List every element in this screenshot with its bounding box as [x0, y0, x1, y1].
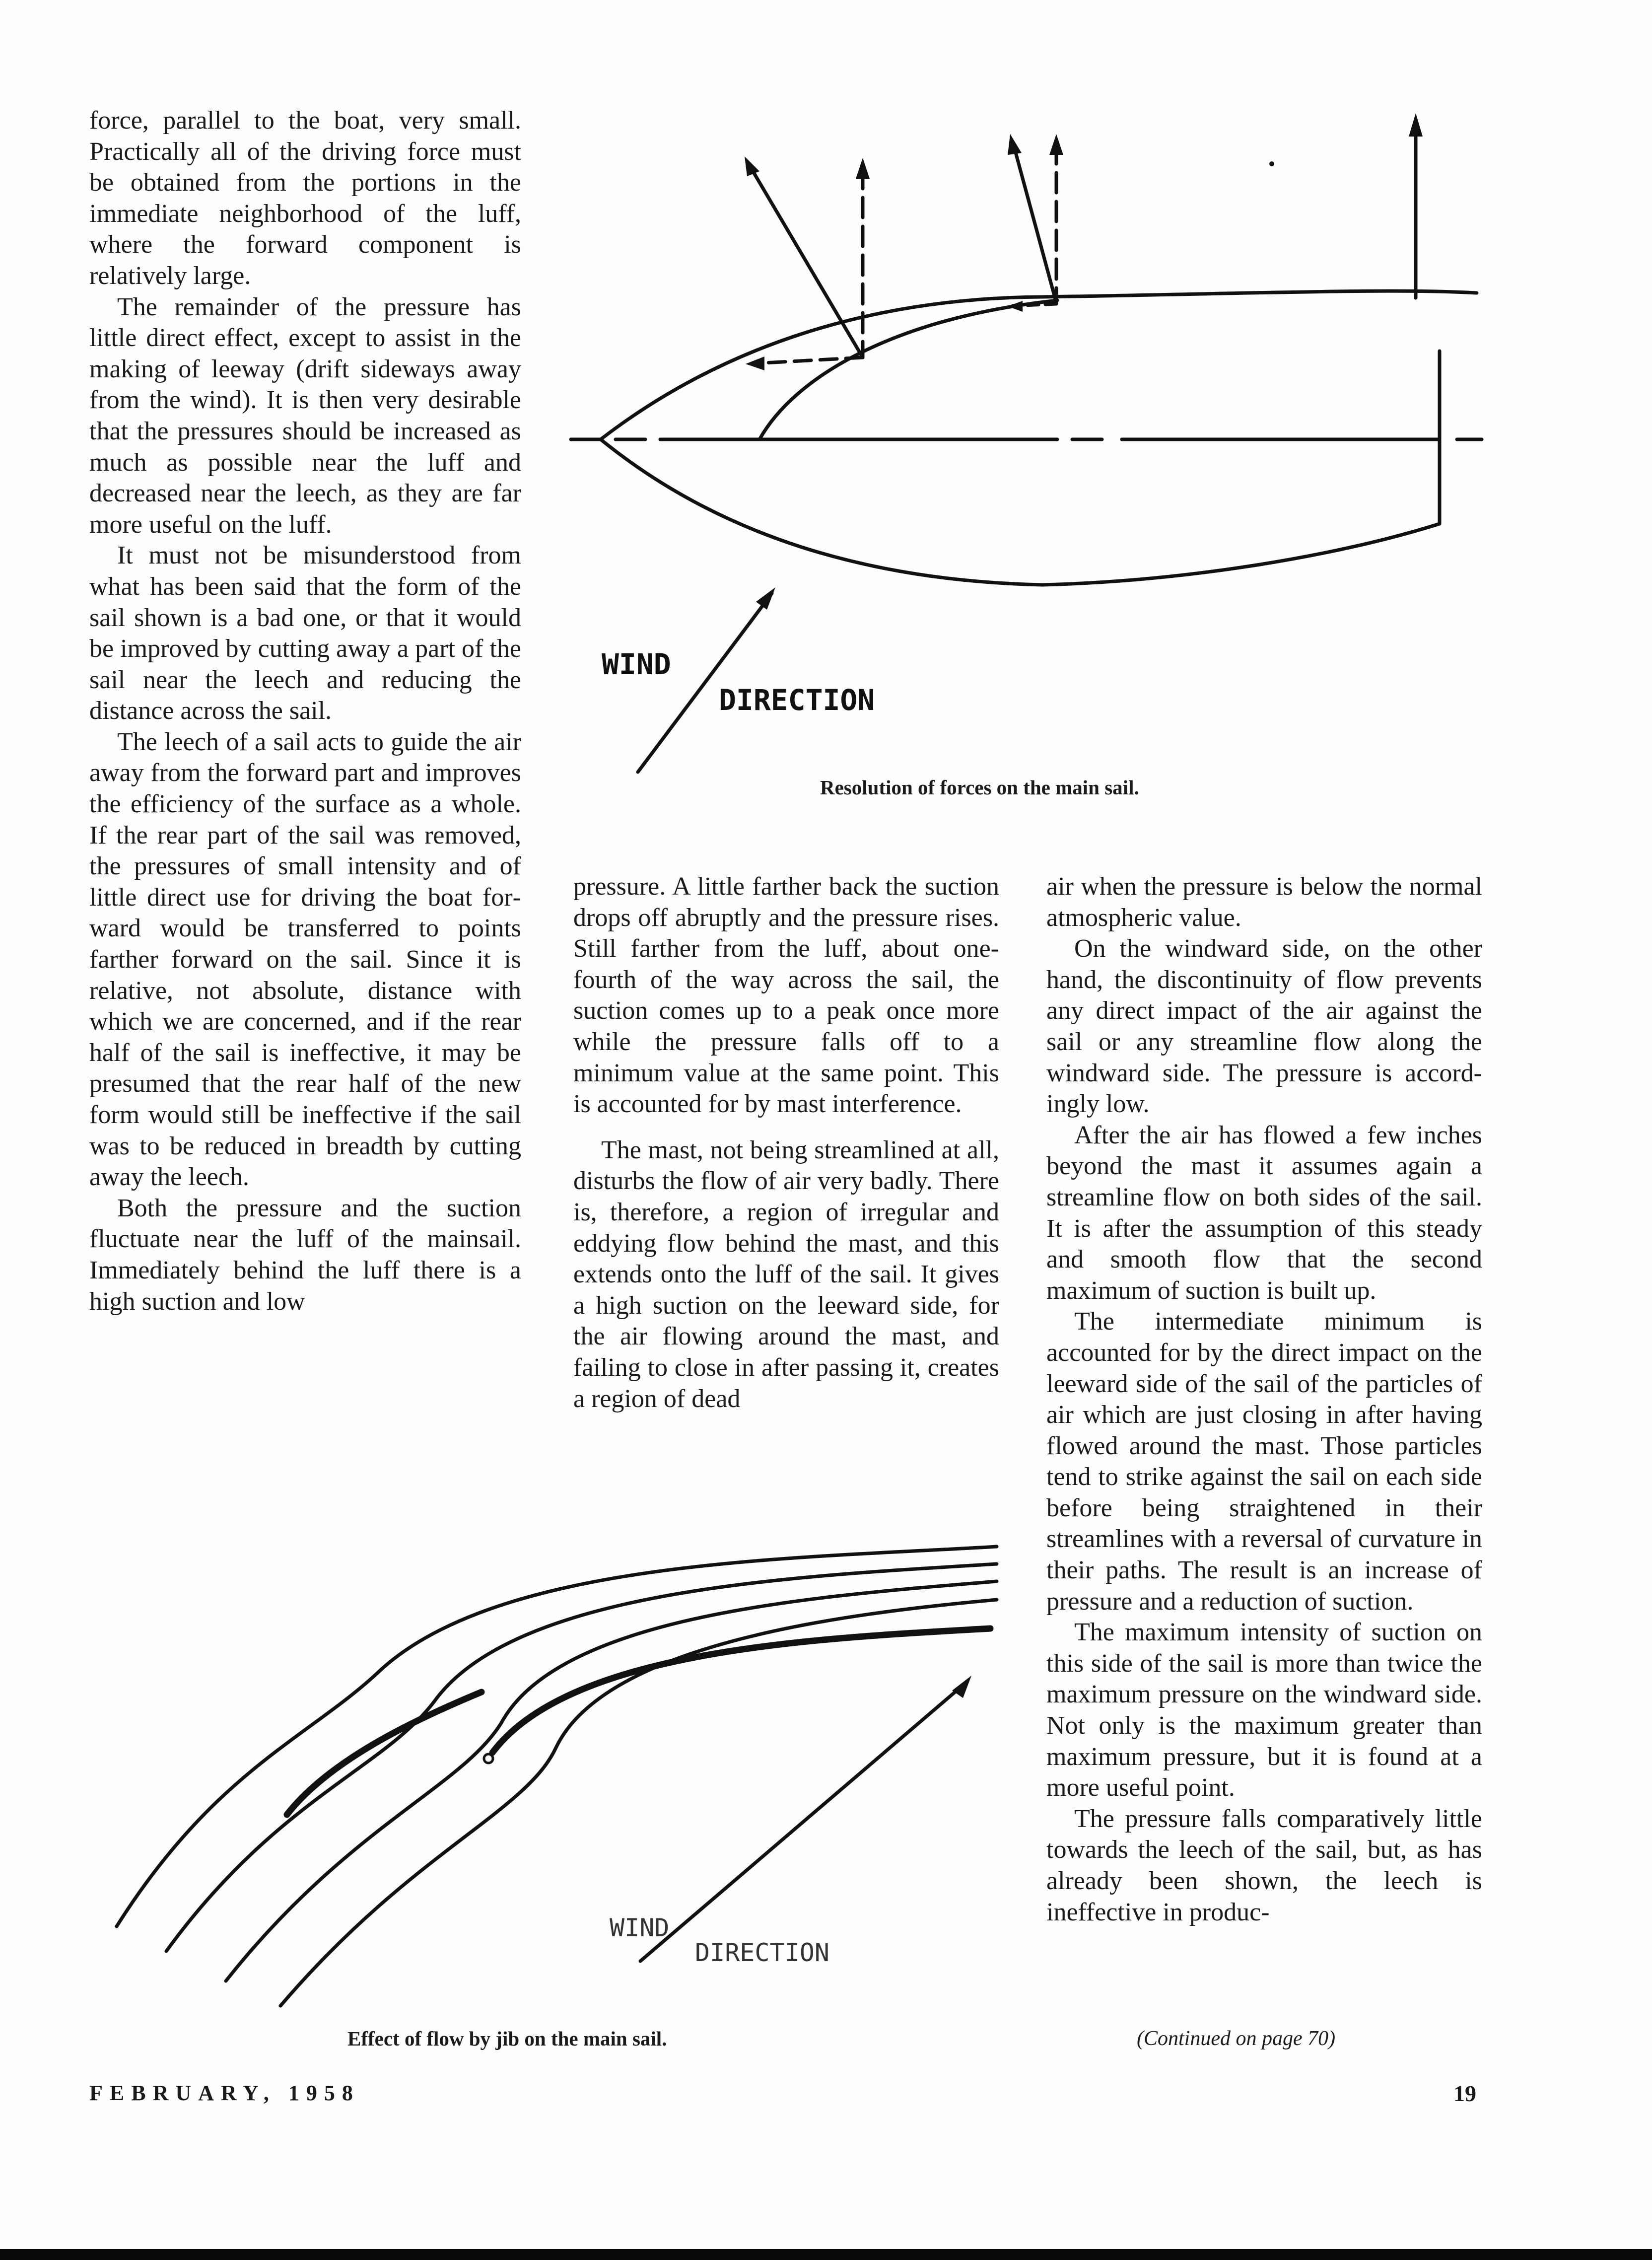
arrowhead	[1049, 134, 1063, 155]
paragraph: The leech of a sail acts to guide the air away from the forward part and improves the efficiency of the surface as a whole. If the rear part of the sail was removed, the pressures of small intensity and of little direct use for driving the boat forward would be transferred to points farther forward on the sail. Since it is relative, not absolute, distance with which we are concerned, and if the rear half of the sail is ineffective, it may be presumed that the rear half of the new form would still be ineffective if the sail was to be reduced in breadth by cutting away the leech.	[89, 727, 521, 1192]
mast-circle	[484, 1754, 493, 1763]
page-number: 19	[1453, 2081, 1476, 2106]
wind-label: WIND	[602, 647, 671, 681]
sail-inner-curve	[759, 300, 1057, 439]
arrowhead	[1008, 301, 1023, 312]
jib-flow-diagram	[117, 1547, 997, 2006]
arrowhead	[856, 158, 870, 179]
paragraph: On the windward side, on the other hand, the discontinuity of flow prevents any direct impact of the air against the sail or any streamline flow along the windward side. The pressure is accordingly low.	[1046, 934, 1482, 1119]
streamline	[117, 1547, 997, 1926]
paragraph: The intermediate minimum is accounted for by the direct impact on the leeward side of the sail of the particles of air which are just closing in after having flowed around the mast. Those particles tend to strike against the sail on each side before being straightened in their streamlines with a reversal of curvature in their paths. The result is an increase of pressure and a reduction of suction.	[1046, 1307, 1482, 1616]
arrowhead	[1409, 113, 1423, 137]
paragraph: air when the pressure is below the normal atmospheric value.	[1046, 872, 1482, 932]
wind-label-bottom: WIND	[610, 1913, 670, 1942]
arrowhead	[756, 587, 775, 610]
direction-label-bottom: DIRECTION	[695, 1938, 829, 1967]
figure-caption-top: Resolution of forces on the main sail.	[820, 776, 1139, 799]
paragraph: It must not be misunderstood from what has been said that the form of the sail shown is a bad one, or that it would be improved by cutting away a part of the sail near the leech and reducing the distance across the sail.	[89, 541, 521, 725]
sail-lower-curve	[601, 351, 1440, 585]
streamline	[280, 1600, 997, 2006]
wind-arrow	[638, 593, 772, 772]
wind-arrow-bottom	[640, 1683, 965, 1961]
paragraph: Both the pressure and the suction fluctuate near the luff of the mainsail. Immediately behind the luff there is a high suction and low	[89, 1194, 521, 1316]
paragraph: After the air has flowed a few inches beyond the mast it assumes again a streamline flow on both sides of the sail. It is after the assumption of this steady and smooth flow that the second maximum of suction is built up.	[1046, 1121, 1482, 1305]
arrowhead	[1008, 134, 1022, 155]
speck	[1269, 161, 1274, 166]
mainsail	[492, 1628, 990, 1753]
arrowhead	[952, 1676, 971, 1698]
resultant-arrow	[747, 161, 863, 357]
continued-note: (Continued on page 70)	[1137, 2027, 1336, 2050]
figure-caption-bottom: Effect of flow by jib on the main sail.	[347, 2027, 667, 2050]
direction-label: DIRECTION	[719, 683, 875, 717]
resultant-arrow	[1013, 141, 1056, 303]
paragraph: The mast, not being streamlined at all, disturbs the flow of air very badly. There is, therefore, a region of irregular and eddying flow behind the mast, and this extends onto the luff of the sail. It gives a high suction on the leeward side, for the air flowing around the mast, and failing to close in after passing it, creates a region of dead	[573, 1135, 999, 1413]
arrowhead	[745, 156, 759, 176]
paragraph: The maximum intensity of suction on this side of the sail is more than twice the maximum pressure on the windward side. Not only is the maximum greater than maximum pressure, but it is found at a more useful point.	[1046, 1618, 1482, 1802]
sail-upper-curve	[601, 291, 1477, 439]
arrowhead	[746, 356, 764, 370]
streamline	[166, 1564, 997, 1951]
paragraph: The remainder of the pressure has little direct effect, except to assist in the making of leeway (drift sideways away from the wind). It is then very desirable that the pressures should be increased as much as possible near the luff and decreased near the leech, as they are far more useful on the luff.	[89, 292, 521, 539]
paragraph: pressure. A little farther back the suction drops off abruptly and the pressure rises. Still farther from the luff, about one-fourth of the way across the sail, the suction comes up to a peak once more while the pressure falls off to a minimum value at the same point. This is accounted for by mast interference.	[573, 872, 999, 1119]
jib-sail	[287, 1692, 482, 1815]
issue-date: FEBRUARY, 1958	[89, 2081, 360, 2105]
paragraph: The pressure falls comparatively little towards the leech of the sail, but, as has already been shown, the leech is ineffective in produc-	[1046, 1804, 1482, 1926]
paragraph: force, parallel to the boat, very small. Practically all of the driving force must be obtained from the portions in the immediate neighborhood of the luff, where the forward component is relatively large.	[89, 106, 521, 290]
